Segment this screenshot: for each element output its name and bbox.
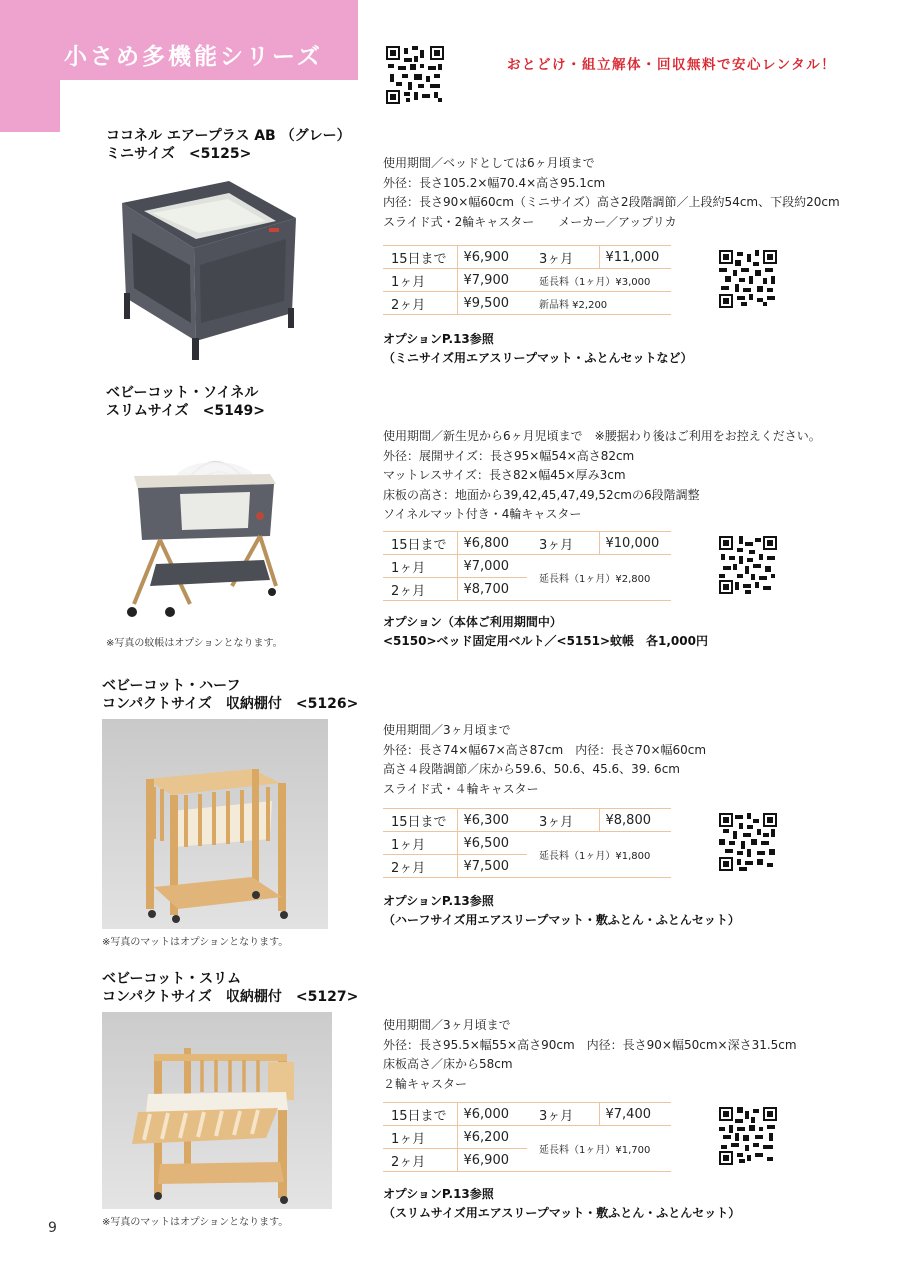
new-item-fee: 新品料 ¥2,200 (527, 292, 671, 315)
product-photo-5126 (102, 719, 328, 929)
spec-line: 床板の高さ：地面から39,42,45,47,49,52cmの6段階調整 (383, 487, 700, 502)
product-photo-5149 (120, 436, 285, 622)
price-period: 2ヶ月 (383, 855, 457, 878)
options-heading: オプション（本体ご利用期間中） (383, 615, 562, 629)
spec-line: 使用期間／新生児から6ヶ月児頃まで ※腰据わり後はご利用をお控えください。 (383, 429, 821, 443)
product-specs-5127 (383, 1016, 797, 1094)
price-period: 15日まで (383, 532, 457, 555)
photo-note: ※写真の蚊帳はオプションとなります。 (106, 638, 283, 649)
spec-line: 使用期間／3ヶ月頃まで (383, 723, 511, 737)
product-title-5125 (106, 127, 351, 163)
price-row (383, 809, 671, 832)
options-5125 (383, 330, 692, 368)
spec-line: 使用期間／ベッドとしては6ヶ月頃まで (383, 156, 595, 170)
spec-line: ソイネルマット付き・4輪キャスター (383, 507, 582, 521)
price-period: 3ヶ月 (527, 1103, 599, 1126)
options-5149 (383, 613, 708, 651)
photo-note: ※写真のマットはオプションとなります。 (102, 937, 289, 948)
options-heading: オプションP.13参照 (383, 894, 494, 908)
spec-line: 外径：展開サイズ：長さ95×幅54×高さ82cm (383, 448, 635, 463)
spec-line: 床板高さ／床から58cm (383, 1057, 513, 1071)
price-period: 15日まで (383, 1103, 457, 1126)
product-name: ココネル エアープラス AB （グレー） (106, 128, 351, 144)
header-qr-code (386, 46, 444, 104)
product-qr-code (719, 1107, 777, 1165)
options-5127 (383, 1185, 740, 1223)
price-period: 2ヶ月 (383, 292, 457, 315)
options-5126 (383, 892, 740, 930)
spec-line: 外径：長さ95.5×幅55×高さ90cm 内径：長さ90×幅50cm×深さ31.5cm (383, 1037, 797, 1052)
price-value: ¥7,000 (457, 555, 527, 578)
product-title-5127 (102, 970, 358, 1006)
options-detail: （ハーフサイズ用エアスリープマット・敷ふとん・ふとんセット） (383, 913, 740, 927)
options-heading: オプションP.13参照 (383, 332, 494, 346)
price-value: ¥7,400 (599, 1103, 671, 1126)
extension-fee: 延長料（1ヶ月）¥2,800 (527, 555, 671, 601)
product-title-5149 (106, 384, 265, 420)
product-size-code: スリムサイズ <5149> (106, 403, 266, 419)
product-title-5126 (102, 677, 358, 713)
product-specs-5149 (383, 427, 821, 525)
price-period: 1ヶ月 (383, 269, 457, 292)
price-table-5149 (383, 531, 671, 601)
price-value: ¥6,200 (457, 1126, 527, 1149)
price-period: 3ヶ月 (527, 246, 599, 269)
product-name: ベビーコット・スリム (102, 971, 242, 987)
price-value: ¥9,500 (457, 292, 527, 315)
price-row (383, 292, 671, 315)
price-value: ¥8,700 (457, 578, 527, 601)
price-period: 3ヶ月 (527, 809, 599, 832)
spec-line: 内径：長さ90×幅60cm（ミニサイズ）高さ2段階調節／上段約54cm、下段約20cm (383, 195, 840, 209)
price-row (383, 532, 671, 555)
price-period: 2ヶ月 (383, 578, 457, 601)
spec-line: マットレスサイズ：長さ82×幅45×厚み3cm (383, 468, 626, 482)
price-row (383, 246, 671, 269)
price-value: ¥7,500 (457, 855, 527, 878)
price-period: 15日まで (383, 809, 457, 832)
price-value: ¥6,000 (457, 1103, 527, 1126)
price-period: 15日まで (383, 246, 457, 269)
price-value: ¥6,800 (457, 532, 527, 555)
price-value: ¥8,800 (599, 809, 671, 832)
extension-fee: 延長料（1ヶ月）¥1,700 (527, 1126, 671, 1172)
spec-line: ２輪キャスター (383, 1076, 468, 1091)
photo-note: ※写真のマットはオプションとなります。 (102, 1217, 289, 1228)
spec-line: 外径：長さ105.2×幅70.4×高さ95.1cm (383, 175, 606, 190)
price-row (383, 1103, 671, 1126)
price-table-5126 (383, 808, 671, 878)
spec-line: 外径：長さ74×幅67×高さ87cm 内径：長さ70×幅60cm (383, 742, 707, 757)
options-detail: <5150>ベッド固定用ベルト／<5151>蚊帳 各1,000円 (383, 634, 708, 648)
product-size-code: コンパクトサイズ 収納棚付 <5126> (102, 696, 359, 712)
spec-line: 高さ４段階調節／床から59.6、50.6、45.6、39. 6cm (383, 762, 680, 776)
spec-line: スライド式・４輪キャスター (383, 781, 539, 796)
product-photo-5127 (102, 1012, 332, 1209)
price-row (383, 832, 671, 855)
product-size-code: ミニサイズ <5125> (106, 146, 252, 162)
series-title: 小さめ多機能シリーズ (64, 44, 323, 70)
product-name: ベビーコット・ソイネル (106, 385, 259, 401)
options-detail: （ミニサイズ用エアスリープマット・ふとんセットなど） (383, 351, 693, 365)
extension-fee: 延長料（1ヶ月）¥1,800 (527, 832, 671, 878)
price-table-5127 (383, 1102, 671, 1172)
options-detail: （スリムサイズ用エアスリープマット・敷ふとん・ふとんセット） (383, 1206, 741, 1220)
price-value: ¥6,300 (457, 809, 527, 832)
spec-line: スライド式・2輪キャスター メーカー／アップリカ (383, 214, 677, 229)
product-photo-5125 (104, 173, 304, 365)
product-qr-code (719, 813, 777, 871)
price-value: ¥11,000 (599, 246, 671, 269)
product-specs-5126 (383, 721, 706, 799)
page-number: 9 (48, 1220, 57, 1236)
price-value: ¥6,900 (457, 1149, 527, 1172)
tagline: おとどけ・組立解体・回収無料で安心レンタル！ (507, 57, 837, 73)
price-period: 3ヶ月 (527, 532, 599, 555)
price-row (383, 555, 671, 578)
price-value: ¥10,000 (599, 532, 671, 555)
product-specs-5125 (383, 154, 840, 232)
options-heading: オプションP.13参照 (383, 1187, 494, 1201)
product-qr-code (719, 250, 777, 308)
price-period: 1ヶ月 (383, 555, 457, 578)
header-tab-extension (0, 80, 60, 132)
price-period: 2ヶ月 (383, 1149, 457, 1172)
price-value: ¥7,900 (457, 269, 527, 292)
product-size-code: コンパクトサイズ 収納棚付 <5127> (102, 989, 359, 1005)
price-period: 1ヶ月 (383, 1126, 457, 1149)
product-qr-code (719, 536, 777, 594)
price-value: ¥6,500 (457, 832, 527, 855)
extension-fee: 延長料（1ヶ月）¥3,000 (527, 269, 671, 292)
price-period: 1ヶ月 (383, 832, 457, 855)
price-value: ¥6,900 (457, 246, 527, 269)
spec-line: 使用期間／3ヶ月頃まで (383, 1018, 511, 1032)
price-row (383, 1126, 671, 1149)
product-name: ベビーコット・ハーフ (102, 678, 241, 694)
price-table-5125 (383, 245, 671, 315)
price-row (383, 269, 671, 292)
